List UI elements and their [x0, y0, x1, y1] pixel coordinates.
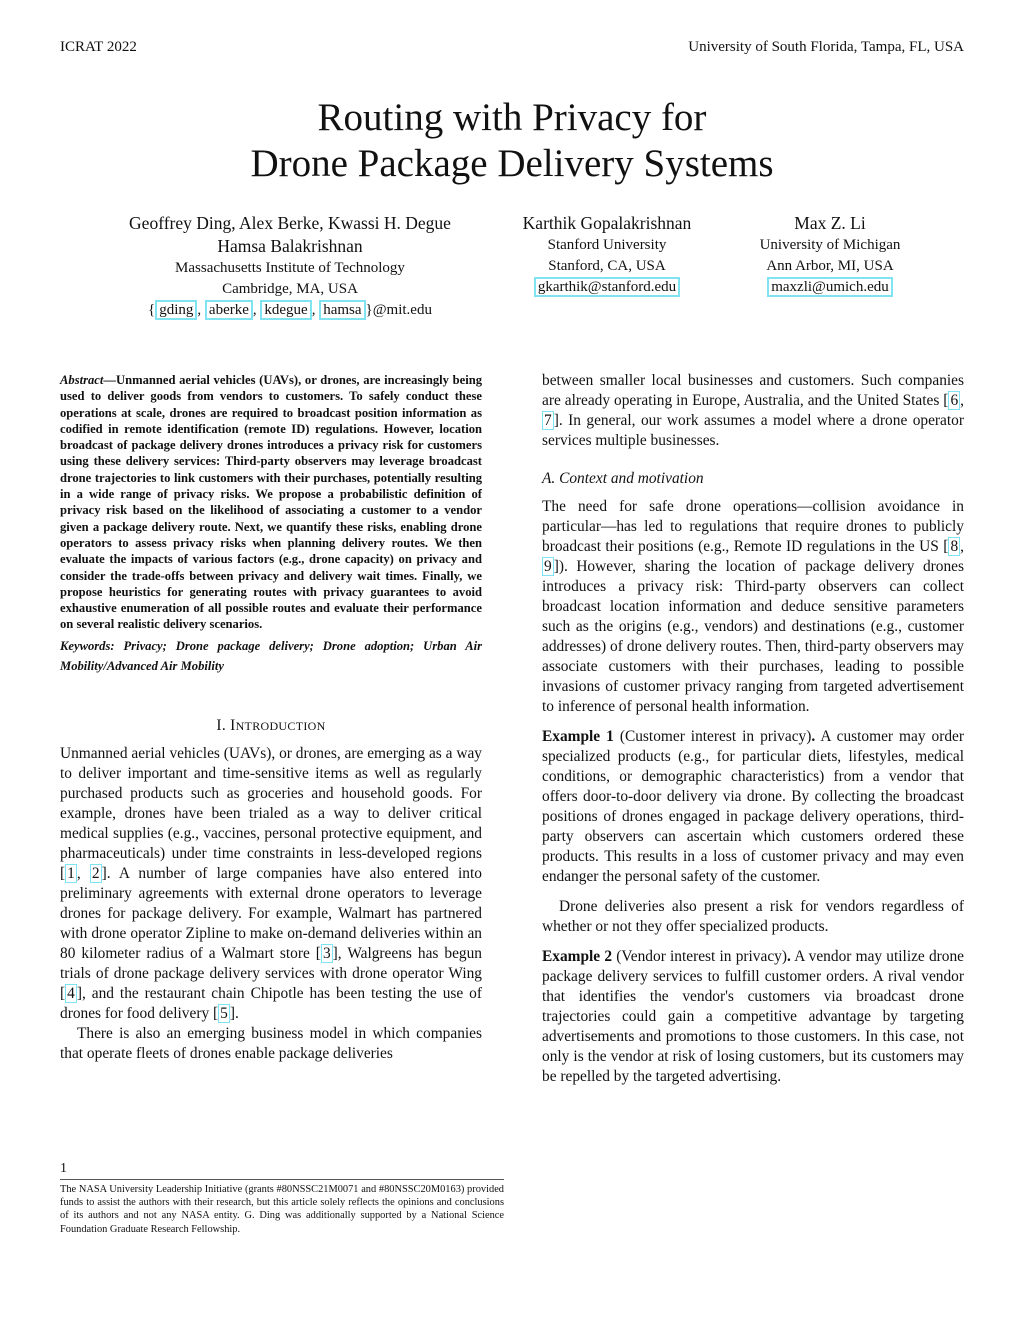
example-2: Example 2 (Vendor interest in privacy). A vendor may utilize drone package delivery services to fulfill customer orders. A rival vendor that identifies the vendor's customers via broadcast drone trajectories could gain a competitive advantage by targeting advertisements and promotions to those customers. In this case, not only is the vendor at risk of losing customers, but its customers may be repelled by the targeted advertising.: [542, 948, 965, 1085]
email-link-maxzli[interactable]: maxzli@umich.edu: [767, 277, 893, 297]
example-1: Example 1 (Customer interest in privacy). A customer may order specialized products (e.g., for particular diets, lifestyles, medical conditions, or demographic characteristics) from a vendor that offers door-to-door delivery via drone. By collecting the broadcast positions of drones engaged in package delivery operations, third-party observers can ascertain which customers ordered these products. This results in a loss of customer privacy and may even endanger the personal safety of the customer.: [542, 728, 964, 885]
citation-link-7[interactable]: 7: [544, 412, 552, 429]
context-paragraph-2: Drone deliveries also present a risk for vendors regardless of whether or not they offer specialized products.: [542, 898, 964, 935]
paper-title: [0, 95, 1024, 187]
footnote-divider: [60, 1179, 504, 1180]
citation-link-1[interactable]: 1: [67, 864, 75, 882]
email-link-kdegue[interactable]: kdegue: [260, 300, 311, 320]
citation-link-5[interactable]: 5: [220, 1004, 228, 1022]
author-location: Ann Arbor, MI, USA: [766, 258, 894, 274]
title-line-1: Routing with Privacy for: [317, 96, 707, 139]
author-email: [500, 277, 714, 298]
footnote-text: The NASA University Leadership Initiative (grants #80NSSC21M0071 and #80NSSC20M0163) provided funds to assist the authors with their research, but this article solely reflects the opinions and conclusions of its authors and not any NASA entity. G. Ding was additionally supported by a National Science Foundation Graduate Research Fellowship.: [60, 1184, 504, 1235]
citation-link-8[interactable]: 8: [950, 538, 959, 555]
citation-link-4[interactable]: 4: [67, 984, 75, 1002]
author-email: [735, 277, 925, 298]
keywords: Keywords: Privacy; Drone package delivery; Drone adoption; Urban Air Mobility/Advanced Air Mobility: [60, 638, 482, 673]
example-2-label: Example 2: [542, 948, 613, 965]
subsection-heading-context: A. Context and motivation: [542, 470, 704, 487]
left-column: [60, 372, 482, 1064]
citation-link-6[interactable]: 6: [950, 392, 959, 409]
author-institution: Massachusetts Institute of Technology: [175, 260, 405, 276]
example-1-label: Example 1: [542, 728, 614, 745]
author-location: Cambridge, MA, USA: [222, 281, 358, 297]
right-column: [542, 371, 964, 1087]
author-names-line-2: Hamsa Balakrishnan: [217, 236, 363, 256]
citation-link-9[interactable]: 9: [544, 558, 552, 575]
section-heading-introduction: I. INTRODUCTION: [216, 716, 326, 734]
abstract-label: Abstract: [60, 373, 104, 387]
email-link-gding[interactable]: gding: [155, 300, 197, 320]
author-institution: University of Michigan: [759, 237, 901, 253]
author-group-michigan: [735, 212, 925, 298]
context-paragraph-1: The need for safe drone operations—collision avoidance in particular—has led to regulations that require drones to publicly broadcast their positions (e.g., Remote ID regulations in the US [ 8 , 9 ]). However, sharing the location of package delivery drones introduces a privacy risk: Third-party observers can collect broadcast location information and deduce sensitive parameters such as the origins (e.g., vendors) and destinations (e.g., customer addresses) of drone delivery routes. Then, third-party observers may associate customers with their purchases, leading to possible invasions of customer privacy ranging from targeted advertisement to inference of personal health information.: [542, 498, 964, 715]
email-link-gkarthik[interactable]: gkarthik@stanford.edu: [534, 277, 680, 297]
author-names-line-1: Geoffrey Ding, Alex Berke, Kwassi H. Degue: [129, 213, 451, 233]
author-emails: { gding , aberke , kdegue , hamsa }@mit.edu: [148, 302, 432, 318]
footnote-mark: 1: [60, 1161, 67, 1176]
citation-link-2[interactable]: 2: [91, 864, 100, 882]
author-name: Karthik Gopalakrishnan: [522, 213, 692, 233]
author-name: Max Z. Li: [794, 213, 866, 233]
intro-paragraph-2-continued: between smaller local businesses and customers. Such companies are already operating in Europe, Australia, and the United States [ 6 , 7 ]. In general, our work assumes a model where a drone operator services multiple businesses.: [542, 372, 964, 449]
intro-paragraph-1: Unmanned aerial vehicles (UAVs), or drones, are emerging as a way to deliver important and time-sensitive items as well as regularly purchased products such as groceries and household goods. For example, drones have been trialed as a way to deliver critical medical supplies (e.g., vaccines, personal protective equipment, and pharmaceuticals) under time constraints in less-developed regions [ 1 , 2 ]. A number of large companies have also entered into preliminary agreements with external drone operators to leverage drones for package delivery. For example, Walmart has partnered with drone operator Zipline to make on-demand deliveries within an 80 kilometer radius of a Walmart store [ 3 ], Walgreens has begun trials of drone package delivery services with drone operator Wing [ 4 ], and the restaurant chain Chipotle has been testing the use of drones for food delivery [ 5 ].: [60, 744, 483, 1022]
abstract-text: —Unmanned aerial vehicles (UAVs), or drones, are increasingly being used to deliver goods from vendors to customers. To safely conduct these operations at scale, drones are required to broadcast position information as codified in remote identification (remote ID) regulations. However, location broadcast of package delivery drones introduces a privacy risk for customers using these delivery services: Third-party observers may leverage broadcast drone trajectories to link customers with their purchases, potentially resulting in a wide range of privacy risks. We propose a probabilistic definition of privacy risk based on the likelihood of associating a customer to a vendor given a package delivery route. Next, we quantify these risks, enabling drone operators to assess privacy risks when planning delivery routes. We then evaluate the impacts of various factors (e.g., drone capacity) on privacy and consider the trade-offs between privacy and delivery wait times. Finally, we propose heuristics for generating routes with privacy guarantees to avoid exhaustive enumeration of all possible routes and evaluate their performance on several realistic delivery scenarios.: [60, 373, 482, 632]
author-group-stanford: [500, 212, 714, 298]
email-link-hamsa[interactable]: hamsa: [319, 300, 365, 320]
intro-paragraph-2: There is also an emerging business model in which companies that operate fleets of drones enable package deliveries: [60, 1024, 482, 1062]
running-header-right: University of South Florida, Tampa, FL, USA: [688, 39, 964, 55]
citation-link-3[interactable]: 3: [322, 944, 331, 962]
author-location: Stanford, CA, USA: [548, 258, 666, 274]
title-line-2: Drone Package Delivery Systems: [250, 142, 774, 185]
author-group-mit: [110, 212, 470, 321]
author-institution: Stanford University: [547, 237, 667, 253]
email-link-aberke[interactable]: aberke: [205, 300, 253, 320]
abstract: [60, 372, 482, 633]
running-header-left: ICRAT 2022: [60, 39, 137, 55]
